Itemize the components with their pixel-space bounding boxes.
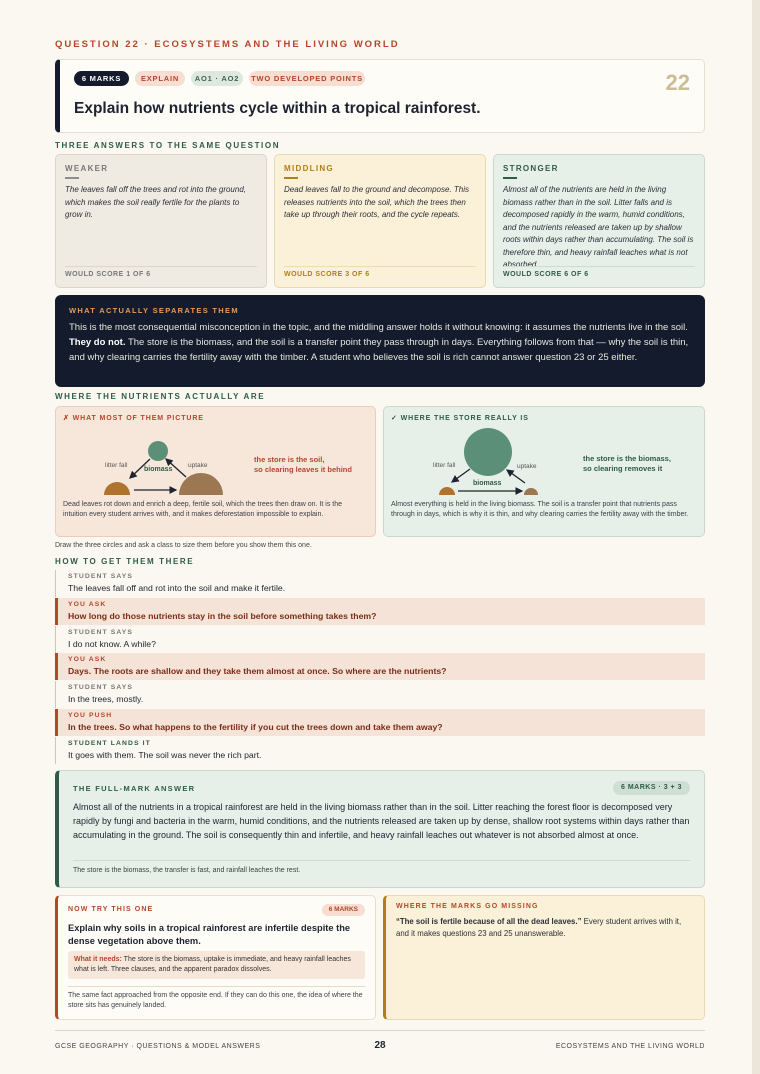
- full-mark-answer-card: [55, 770, 705, 888]
- question-text: Explain how nutrients cycle within a tropical rainforest.: [74, 100, 481, 117]
- claim-line-2: so clearing removes it: [583, 464, 663, 473]
- store-diagram-card: [383, 406, 705, 537]
- answer-card-stronger: [493, 154, 705, 288]
- litter-fall-label: litter fall: [433, 462, 456, 469]
- answer-card-middling: [274, 154, 486, 288]
- full-mark-badge: 6 MARKS · 3 + 3: [613, 781, 690, 795]
- answer-score: WOULD SCORE 6 OF 6: [503, 266, 695, 278]
- uptake-arrow: [507, 470, 525, 483]
- try-this-question: Explain why soils in a tropical rainforest are infertile despite the dense vegetation above them.: [68, 923, 351, 946]
- question-header: QUESTION 22 · ECOSYSTEMS AND THE LIVING WORLD: [55, 39, 400, 50]
- litter-fall-arrow: [452, 469, 470, 482]
- try-this-footnote: The same fact approached from the opposite end. If they can do this one, the idea of where the store sits has genuinely landed.: [68, 986, 365, 1011]
- answer-label: MIDDLING: [284, 164, 334, 173]
- dialogue-section-title: HOW TO GET THEM THERE: [55, 557, 195, 566]
- misconception-diagram: [56, 407, 377, 499]
- try-this-label: NOW TRY THIS ONE: [68, 906, 154, 913]
- answer-label: WEAKER: [65, 164, 109, 173]
- separates-text-after: The store is the biomass, and the soil is a transfer point they pass through in days. Everything follows from that — why the soil is thin, and why clearing carries the fertility away with the timber. A student who believes the soil is rich cannot answer question 23 or 25 either.: [69, 337, 689, 363]
- answer-score: WOULD SCORE 1 OF 6: [65, 266, 257, 278]
- marks-missing-text: [396, 916, 694, 940]
- divider: [503, 177, 517, 179]
- try-this-badge: 6 MARKS: [322, 904, 365, 916]
- separates-text-before: This is the most consequential misconception in the topic, and the middling answer holds it without knowing: it assumes the nutrients live in the soil.: [69, 322, 688, 333]
- page-number: 28: [374, 1040, 386, 1051]
- answer-score: WOULD SCORE 3 OF 6: [284, 266, 476, 278]
- answer-label: STRONGER: [503, 164, 559, 173]
- misconception-label: ✗ WHAT MOST OF THEM PICTURE: [63, 415, 204, 422]
- claim-line-2: so clearing leaves it behind: [254, 465, 352, 474]
- needs-text: The store is the biomass, uptake is immediate, and heavy rainfall leaches what is left. Three clauses, and the apparent paradox dissolves.: [74, 956, 351, 973]
- dialogue-turn: [55, 598, 705, 625]
- biomass-label: biomass: [473, 480, 502, 487]
- litter-circle: [439, 487, 455, 495]
- page-footer: [55, 1030, 705, 1051]
- page-edge: [752, 0, 760, 1074]
- marks-missing-quote: “The soil is fertile because of all the dead leaves.”: [396, 917, 582, 926]
- dialogue-turn: [55, 709, 705, 736]
- claim-line-1: the store is the biomass,: [583, 454, 671, 463]
- speaker-text: I do not know. A while?: [68, 639, 156, 649]
- speaker-label: YOU ASK: [68, 656, 107, 663]
- answer-text: Almost all of the nutrients are held in the living biomass rather than in the soil. Litter falls and is decomposed rapidly in the warm, humid conditions, and the nutrients released are taken up by shallow roots within days rather than accumulating. The soil is therefore thin, and heavy rainfall leaches what is not absorbed.: [503, 185, 694, 269]
- speaker-label: YOU ASK: [68, 601, 107, 608]
- nutrients-section-title: WHERE THE NUTRIENTS ACTUALLY ARE: [55, 392, 266, 401]
- marks-missing-card: [383, 895, 705, 1020]
- store-diagram: [384, 407, 706, 499]
- marks-tag: 6 MARKS: [74, 71, 129, 86]
- question-number: 22: [665, 70, 690, 95]
- question-card: [55, 59, 705, 133]
- uptake-label: uptake: [517, 463, 537, 470]
- needs-box: [68, 951, 365, 979]
- dialogue-turn: [55, 681, 705, 708]
- separates-panel: [55, 295, 705, 387]
- separates-emphasis: They do not.: [69, 337, 126, 348]
- teaching-note: Draw the three circles and ask a class to size them before you show them this one.: [55, 542, 312, 549]
- marks-missing-label: WHERE THE MARKS GO MISSING: [396, 903, 539, 910]
- dialogue-turn: [55, 570, 705, 597]
- answers-section-title: THREE ANSWERS TO THE SAME QUESTION: [55, 141, 281, 150]
- divider: [284, 177, 298, 179]
- speaker-label: STUDENT SAYS: [68, 573, 134, 580]
- speaker-text: Days. The roots are shallow and they take them almost at once. So where are the nutrients?: [68, 666, 447, 676]
- litter-circle: [104, 482, 130, 495]
- speaker-label: STUDENT SAYS: [68, 629, 134, 636]
- misconception-caption: Dead leaves rot down and enrich a deep, fertile soil, which the trees then draw on. It is the intuition every student arrives with, and it makes deforestation impossible to explain.: [63, 501, 342, 518]
- separates-text: [69, 320, 693, 365]
- soil-circle: [524, 488, 538, 495]
- dialogue-turn: [55, 737, 705, 764]
- answer-text: The leaves fall off the trees and rot into the ground, which makes the soil really fertile for the plants to grow in.: [65, 185, 246, 219]
- store-label: ✓ WHERE THE STORE REALLY IS: [391, 415, 529, 422]
- command-word-tag: EXPLAIN: [135, 71, 185, 86]
- speaker-label: STUDENT SAYS: [68, 684, 134, 691]
- biomass-label: biomass: [144, 466, 173, 473]
- needs-label: What it needs:: [74, 956, 122, 963]
- claim-line-1: the store is the soil,: [254, 455, 325, 464]
- developed-points-tag: TWO DEVELOPED POINTS: [249, 71, 365, 86]
- speaker-text: The leaves fall off and rot into the soil and make it fertile.: [68, 583, 286, 593]
- answer-card-weaker: [55, 154, 267, 288]
- separates-label: WHAT ACTUALLY SEPARATES THEM: [69, 306, 239, 315]
- footer-chapter: ECOSYSTEMS AND THE LIVING WORLD: [555, 1043, 705, 1050]
- marks-missing-body: Every student arrives with it, and it makes questions 23 and 25 unanswerable.: [396, 917, 682, 938]
- litter-fall-label: litter fall: [105, 462, 128, 469]
- speaker-text: In the trees, mostly.: [68, 694, 144, 704]
- full-mark-summary: The store is the biomass, the transfer is fast, and rainfall leaches the rest.: [73, 860, 690, 874]
- speaker-label: YOU PUSH: [68, 712, 113, 719]
- dialogue-turn: [55, 653, 705, 680]
- dialogue-turn: [55, 626, 705, 653]
- speaker-label: STUDENT LANDS IT: [68, 740, 151, 747]
- footer-book-title: GCSE GEOGRAPHY · QUESTIONS & MODEL ANSWERS: [55, 1043, 261, 1050]
- biomass-circle: [148, 441, 168, 461]
- speaker-text: How long do those nutrients stay in the soil before something takes them?: [68, 611, 377, 621]
- store-caption: Almost everything is held in the living biomass. The soil is a transfer point that nutrients pass through in days, which is why it is thin, and why clearing carries the fertility away with the timber.: [391, 501, 689, 518]
- speaker-text: It goes with them. The soil was never the rich part.: [68, 750, 262, 760]
- speaker-text: In the trees. So what happens to the fertility if you cut the trees down and take them away?: [68, 722, 443, 732]
- full-mark-text: Almost all of the nutrients in a tropical rainforest are held in the living biomass rather than in the soil. Litter reaching the forest floor is decomposed very rapidly by fungi and bacteria in the warm, humid conditions, and the nutrients released are taken up by dense, shallow root systems within days rather than accumulating in the ground. The soil is consequently thin and infertile, and heavy rainfall leaches out whatever is not absorbed almost at once.: [73, 802, 690, 840]
- uptake-label: uptake: [188, 462, 208, 469]
- answer-text: Dead leaves fall to the ground and decompose. This releases nutrients into the soil, which the trees then take up through their roots, and the cycle repeats.: [284, 185, 470, 219]
- full-mark-label: THE FULL-MARK ANSWER: [73, 784, 196, 793]
- biomass-circle: [464, 428, 512, 476]
- misconception-diagram-card: [55, 406, 376, 537]
- assessment-objective-tag: AO1 · AO2: [191, 71, 243, 86]
- divider: [65, 177, 79, 179]
- try-this-card: [55, 895, 376, 1020]
